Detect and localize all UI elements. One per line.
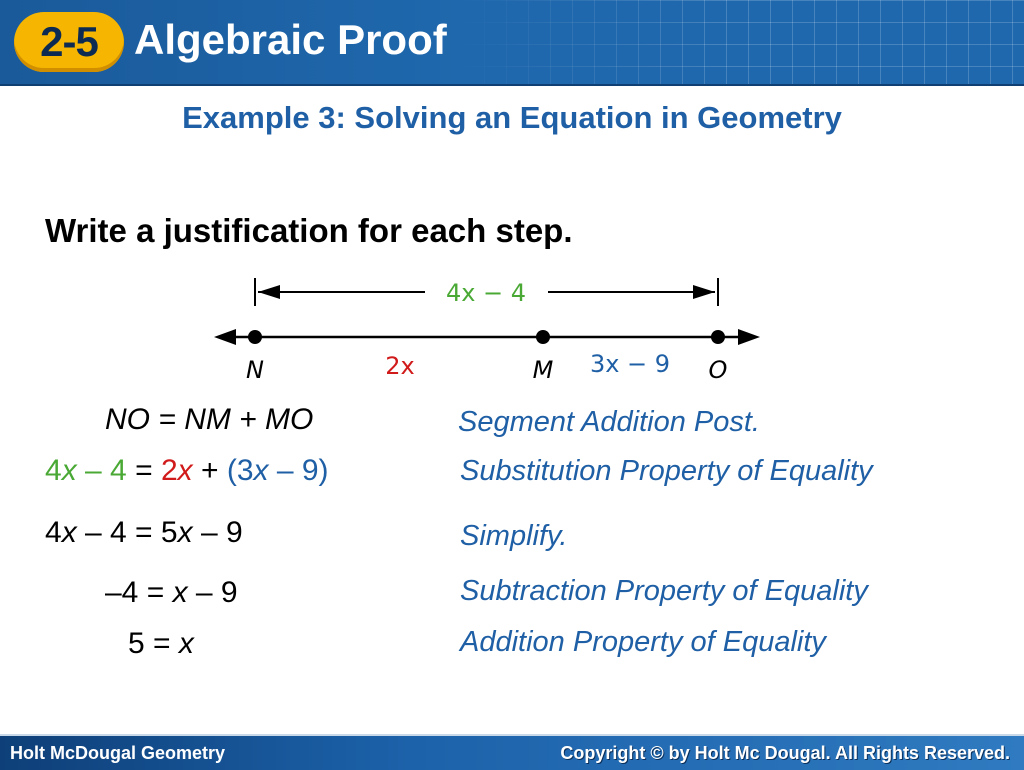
lesson-title: Algebraic Proof	[134, 16, 447, 63]
reason-1: Segment Addition Post.	[458, 406, 760, 438]
point-O	[711, 330, 725, 344]
statement-1: NO = NM + MO	[105, 403, 314, 436]
instruction-text: Write a justification for each step.	[45, 212, 573, 249]
example-title: Example 3: Solving an Equation in Geometry	[182, 100, 842, 135]
line-arrow-left	[214, 329, 236, 345]
reason-3: Simplify.	[460, 520, 568, 552]
label-M: M	[532, 356, 554, 384]
slide-footer	[0, 734, 1024, 770]
segment-diagram	[200, 268, 780, 388]
point-N	[248, 330, 262, 344]
label-MO-length: 3x − 9	[589, 350, 671, 378]
line-arrow-right	[738, 329, 760, 345]
label-NM-length: 2x	[385, 352, 415, 380]
slide-header	[0, 0, 1024, 86]
reason-5: Addition Property of Equality	[460, 626, 826, 658]
total-length-label: 4x − 4	[445, 279, 527, 307]
footer-publisher: Holt McDougal Geometry	[10, 743, 226, 763]
reason-4: Subtraction Property of Equality	[460, 575, 868, 607]
reason-2: Substitution Property of Equality	[460, 455, 873, 487]
footer-copyright: Copyright © by Holt Mc Dougal. All Rights Reserved.	[560, 743, 1010, 763]
label-N: N	[246, 356, 264, 384]
measure-arrow-left	[258, 285, 280, 299]
statement-2: 4x – 4 = 2x + (3x – 9)	[45, 454, 329, 487]
statement-5: 5 = x	[128, 627, 194, 660]
statement-4: –4 = x – 9	[105, 576, 238, 609]
lesson-badge: 2-5	[14, 12, 124, 72]
statement-3: 4x – 4 = 5x – 9	[45, 516, 243, 549]
point-M	[536, 330, 550, 344]
measure-arrow-right	[693, 285, 715, 299]
label-O: O	[708, 356, 728, 384]
